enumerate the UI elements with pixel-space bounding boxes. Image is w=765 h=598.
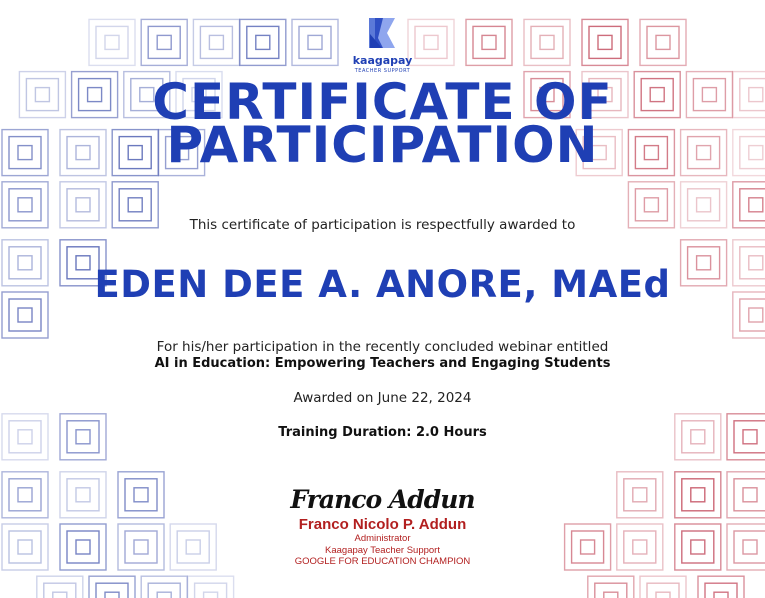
recipient-name: EDEN DEE A. ANORE, MAEd [94,263,671,306]
award-intro-text: This certificate of participation is respectfully awarded to [189,217,576,233]
webinar-title: AI in Education: Empowering Teachers and Engaging Students [154,356,611,371]
logo-name: kaagapay [352,54,413,67]
award-date: Awarded on June 22, 2024 [293,390,472,406]
training-duration: Training Duration: 2.0 Hours [278,425,487,440]
certificate-title-line-1: CERTIFICATE OF [152,73,613,131]
handwritten-signature: Franco Addun [290,485,475,514]
logo-tagline: TEACHER SUPPORT [354,68,411,74]
signatory-title: GOOGLE FOR EDUCATION CHAMPION [294,556,471,567]
certificate-title-line-2: PARTICIPATION [166,116,599,174]
signatory-name: Franco Nicolo P. Addun [298,516,467,533]
signatory-organization: Kaagapay Teacher Support [325,545,440,556]
signatory-position: Administrator [354,533,411,544]
participation-text: For his/her participation in the recently concluded webinar entitled [156,339,609,355]
